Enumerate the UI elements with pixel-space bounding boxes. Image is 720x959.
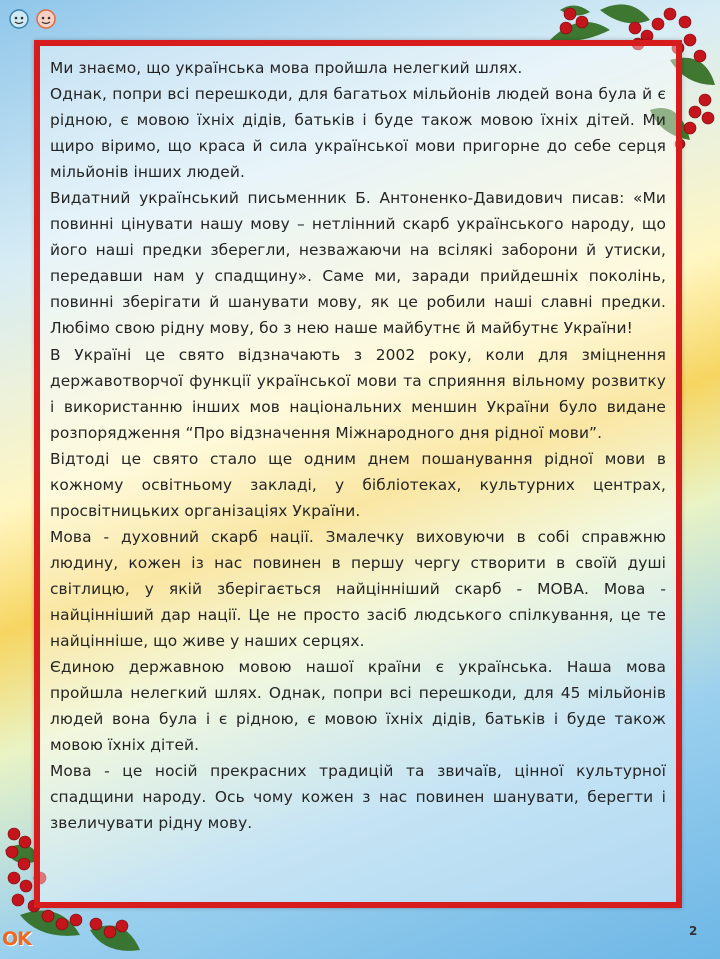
paragraph-4: В Україні це свято відзначають з 2002 року, коли для зміцнення державотворчої функції української мови та сприяння вільному розвитку і використанню інших мов національних меншин України було видане розпорядження “Про відзначення Міжнародного дня рідної мови”. <box>50 345 666 442</box>
paragraph-3: Видатний український письменник Б. Антоненко-Давидович писав: «Ми повинні цінувати нашу мову – нетлінний скарб українського народу, що його наші предки зберегли, незважаючи на всілякі заборони й утиски, передавши нам у спадщину». Саме ми, заради прийдешніх поколінь, повинні зберігати й шанувати мову, як це робили наші славні предки. Любімо свою рідну мову, бо з нею наше майбутнє й майбутнє України! <box>50 189 666 338</box>
paragraph-1: Ми знаємо, що українська мова пройшла нелегкий шлях. <box>50 59 523 77</box>
article-text <box>50 55 666 836</box>
paragraph-5: Відтоді це свято стало ще одним днем пошанування рідної мови в кожному освітньому закладі, у бібліотеках, культурних центрах, просвітницьких організаціях України. <box>50 449 666 520</box>
page-number: 2 <box>689 924 698 938</box>
paragraph-8: Мова - це носій прекрасних традицій та звичаїв, цінної культурної спадщини народу. Ось чому кожен з нас повинен шанувати, берегти і звеличувати рідну мову. <box>50 762 666 833</box>
ok-watermark: OK <box>2 928 31 950</box>
paragraph-6: Мова - духовний скарб нації. Змалечку виховуючи в собі справжню людину, кожен із нас повинен в першу чергу створити в своїй душі світлицю, у якій зберігається найцінніший скарб - МОВА. Мова - найцінніший дар нації. Це не просто засіб людського спілкування, це те найцінніше, що живе у наших серцях. <box>50 527 666 651</box>
kids-faces-logo <box>6 8 62 30</box>
paragraph-2: Однак, попри всі перешкоди, для багатьох мільйонів людей вона була й є рідною, є мовою їхніх дідів, батьків і буде також мовою їхніх дітей. Ми щиро віримо, що краса й сила української мови пригорне до себе серця мільйонів інших людей. <box>50 85 666 182</box>
paragraph-7: Єдиною державною мовою нашої країни є українська. Наша мова пройшла нелегкий шлях. Однак, попри всі перешкоди, для 45 мільйонів людей вона була і є рідною, є мовою їхніх дідів, батьків і буде також мовою їхніх дітей. <box>50 658 666 755</box>
text-panel <box>34 40 682 908</box>
